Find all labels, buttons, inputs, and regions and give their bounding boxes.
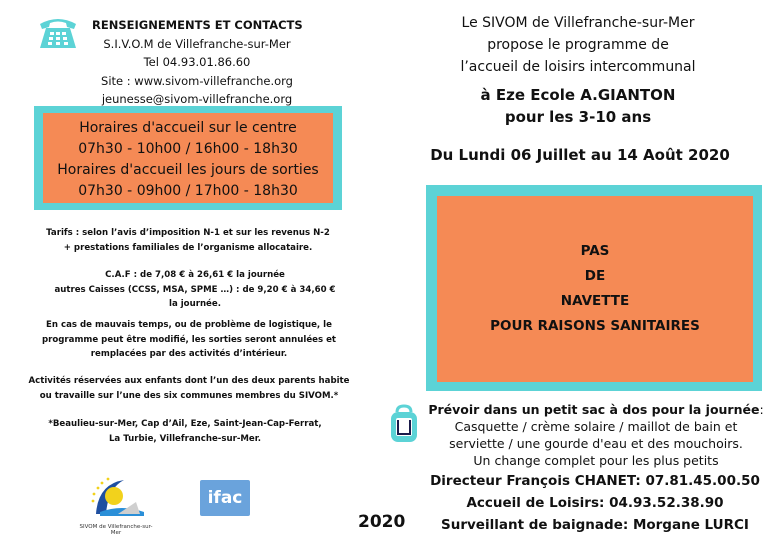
weather-line: programme peut être modifié, les sorties seront annulées et (41, 334, 337, 345)
navette-line: NAVETTE (560, 293, 630, 309)
accueil-line: Accueil de Loisirs: 04.93.52.38.90 (466, 495, 724, 511)
hours-line: Horaires d'accueil sur le centre (79, 120, 297, 136)
prevoir-text (426, 401, 766, 469)
contacts-org: S.I.V.O.M de Villefranche-sur-Mer (103, 36, 291, 51)
activites-line: ou travaille sur l’une des six communes membres du SIVOM.* (39, 390, 339, 401)
year-label: 2020 (358, 512, 406, 532)
prevoir-lead: Prévoir dans un petit sac à dos pour la journée (428, 402, 760, 417)
caf-line: C.A.F : de 7,08 € à 26,61 € la journée (105, 270, 285, 280)
surveillant-line: Surveillant de baignade: Morgane LURCI (441, 517, 749, 533)
ifac-logo: ifac (200, 480, 250, 516)
communes-line: *Beaulieu-sur-Mer, Cap d’Ail, Eze, Saint-Jean-Cap-Ferrat, (48, 419, 322, 429)
dates-heading: Du Lundi 06 Juillet au 14 Août 2020 (430, 146, 730, 164)
weather-line: En cas de mauvais temps, ou de problème de logistique, le (46, 320, 332, 330)
prevoir-colon: : (759, 402, 764, 417)
navette-line: DE (584, 268, 606, 284)
caf-text (30, 268, 360, 312)
contacts-site[interactable]: Site : www.sivom-villefranche.org (101, 73, 293, 88)
prevoir-line: Un change complet pour les plus petits (473, 453, 719, 468)
tarifs-line: + prestations familiales de l’organisme allocataire. (63, 242, 313, 253)
staff-contacts (430, 470, 760, 536)
caf-line: autres Caisses (CCSS, MSA, SPME …) : de 9,20 € à 34,60 € (54, 284, 336, 295)
caf-line: la journée. (169, 299, 221, 309)
navette-box (437, 196, 753, 382)
tarifs-text (24, 226, 352, 255)
contacts-tel: Tel 04.93.01.86.60 (143, 55, 251, 69)
weather-line: remplacées par des activités d’intérieur. (90, 349, 288, 359)
activites-text (24, 374, 354, 403)
navette-line: POUR RAISONS SANITAIRES (490, 318, 700, 334)
location-line: pour les 3-10 ans (504, 108, 652, 126)
prevoir-line: Casquette / crème solaire / maillot de bain et (454, 419, 738, 434)
communes-text (20, 417, 350, 446)
hours-line: Horaires d'accueil les jours de sorties (57, 162, 319, 178)
communes-line: La Turbie, Villefranche-sur-Mer. (108, 433, 262, 444)
contacts-block (82, 16, 312, 109)
backpack-icon (386, 404, 422, 444)
intro-line: propose le programme de (487, 37, 669, 53)
tarifs-line: Tarifs : selon l’avis d’imposition N-1 et sur les revenus N-2 (46, 228, 330, 238)
hours-line: 07h30 - 10h00 / 16h00 - 18h30 (78, 141, 298, 157)
activites-line: Activités réservées aux enfants dont l’un des deux parents habite (28, 376, 350, 386)
navette-line: PAS (580, 243, 610, 259)
location-line: à Eze Ecole A.GIANTON (480, 86, 676, 104)
intro-line: l’accueil de loisirs intercommunal (460, 59, 696, 75)
hours-box (43, 113, 333, 203)
prevoir-line: serviette / une gourde d'eau et des mouchoirs. (449, 436, 743, 451)
phone-icon (36, 12, 80, 52)
contacts-email[interactable]: jeunesse@sivom-villefranche.org (101, 92, 293, 106)
weather-text (24, 318, 354, 362)
sivom-logo-caption: SIVOM de Villefranche-sur-Mer (79, 524, 153, 536)
intro-text (428, 12, 728, 78)
directeur-line: Directeur François CHANET: 07.81.45.00.50 (430, 473, 760, 489)
intro-line: Le SIVOM de Villefranche-sur-Mer (461, 15, 695, 31)
sivom-logo (78, 474, 154, 536)
contacts-title: RENSEIGNEMENTS ET CONTACTS (92, 18, 303, 32)
hours-line: 07h30 - 09h00 / 17h00 - 18h30 (78, 183, 298, 199)
location-text (428, 84, 728, 128)
